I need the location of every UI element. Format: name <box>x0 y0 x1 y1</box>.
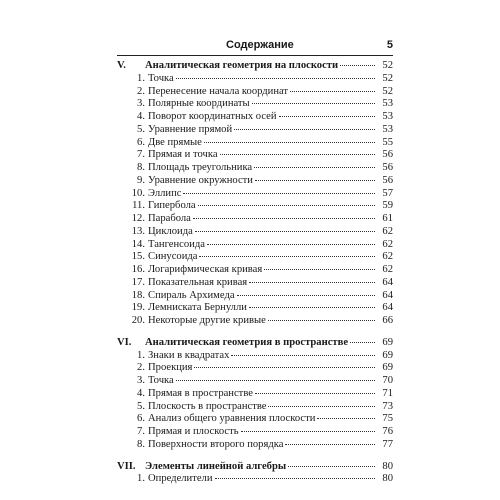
toc-entry-row[interactable] <box>117 86 393 99</box>
toc-entry-row[interactable] <box>117 401 393 414</box>
entry-number: 4. <box>137 111 145 122</box>
dot-leader <box>252 103 375 104</box>
entry-number: 15. <box>131 251 145 263</box>
section-title: Элементы линейной алгебры <box>145 460 287 472</box>
entry-title: Плоскость в пространстве <box>148 400 267 412</box>
section-page-number: 52 <box>382 60 393 71</box>
entry-title: Гипербола <box>148 200 196 212</box>
entry-page-number: 53 <box>382 98 393 110</box>
entry-title: Площадь треугольника <box>148 162 253 173</box>
entry-number: 17. <box>131 276 145 288</box>
dot-leader <box>215 478 375 479</box>
dot-leader <box>268 320 375 321</box>
entry-page-number: 80 <box>382 473 393 485</box>
toc-section-row[interactable] <box>117 337 393 350</box>
dot-leader <box>194 367 375 368</box>
entry-page-number: 61 <box>382 213 393 224</box>
entry-title: Анализ общего уравнения плоскости <box>148 413 316 425</box>
entry-title: Прямая и точка <box>148 149 218 161</box>
entry-page-number: 62 <box>382 238 393 250</box>
entry-page-number: 57 <box>382 187 393 199</box>
dot-leader <box>193 218 375 219</box>
section-number: V. <box>117 60 126 71</box>
toc-entry-row[interactable] <box>117 162 393 175</box>
entry-page-number: 70 <box>382 375 393 386</box>
entry-title: Прямая и плоскость <box>148 426 239 437</box>
entry-title: Поверхности второго порядка <box>148 438 284 450</box>
entry-title: Спираль Архимеда <box>148 289 235 301</box>
entry-number: 12. <box>131 213 145 224</box>
entry-number: 10. <box>131 187 145 199</box>
dot-leader <box>288 466 375 467</box>
toc-entry-row[interactable] <box>117 302 393 315</box>
entry-number: 16. <box>131 264 145 275</box>
entry-number: 4. <box>137 387 145 399</box>
dot-leader <box>285 444 375 445</box>
dot-leader <box>231 355 375 356</box>
entry-title: Парабола <box>148 213 191 224</box>
dot-leader <box>204 142 375 143</box>
section-number: VII. <box>117 460 136 472</box>
entry-title: Показательная кривая <box>148 276 248 288</box>
entry-number: 1. <box>137 349 145 361</box>
entry-number: 14. <box>131 238 145 250</box>
toc-entry-row[interactable] <box>117 277 393 290</box>
toc-section-row[interactable] <box>117 461 393 474</box>
toc-entry-row[interactable] <box>117 290 393 303</box>
entry-title: Полярные координаты <box>148 98 250 110</box>
dot-leader <box>237 295 375 296</box>
section-title: Аналитическая геометрия в пространстве <box>145 336 349 348</box>
dot-leader <box>195 231 375 232</box>
section-spacer <box>117 328 393 337</box>
entry-page-number: 64 <box>382 289 393 301</box>
entry-title: Определители <box>148 473 213 485</box>
section-number: VI. <box>117 336 132 348</box>
section-page-number: 80 <box>382 460 393 472</box>
entry-number: 5. <box>137 123 145 135</box>
entry-title: Циклоида <box>148 225 193 237</box>
toc-entry-row[interactable] <box>117 388 393 401</box>
entry-page-number: 56 <box>382 174 393 186</box>
entry-number: 3. <box>137 98 145 110</box>
entry-title: Знаки в квадратах <box>148 349 230 361</box>
section-spacer <box>117 452 393 461</box>
dot-leader <box>279 116 375 117</box>
entry-page-number: 52 <box>382 85 393 97</box>
entry-title: Поворот координатных осей <box>148 111 277 122</box>
toc-entry-row[interactable] <box>117 362 393 375</box>
toc-entry-row[interactable] <box>117 350 393 363</box>
dot-leader <box>176 78 375 79</box>
entry-number: 20. <box>131 315 145 326</box>
entry-page-number: 56 <box>382 162 393 173</box>
toc-entry-row[interactable] <box>117 239 393 252</box>
toc-entry-row[interactable] <box>117 375 393 388</box>
dot-leader <box>255 393 375 394</box>
entry-number: 7. <box>137 149 145 161</box>
dot-leader <box>176 380 375 381</box>
entry-title: Логарифмическая кривая <box>148 264 263 275</box>
toc-entry-row[interactable] <box>117 111 393 124</box>
entry-number: 2. <box>137 362 145 374</box>
entry-page-number: 76 <box>382 426 393 437</box>
entry-title: Некоторые другие кривые <box>148 315 266 326</box>
entry-page-number: 55 <box>382 136 393 148</box>
toc-entry-row[interactable] <box>117 426 393 439</box>
entry-page-number: 52 <box>382 72 393 84</box>
dot-leader <box>350 342 375 343</box>
entry-page-number: 75 <box>382 413 393 425</box>
entry-page-number: 66 <box>382 315 393 326</box>
toc-entry-row[interactable] <box>117 439 393 452</box>
entry-page-number: 62 <box>382 264 393 275</box>
dot-leader <box>183 193 375 194</box>
toc-entry-row[interactable] <box>117 315 393 328</box>
toc-entry-row[interactable] <box>117 413 393 426</box>
entry-title: Лемниската Бернулли <box>148 302 247 314</box>
entry-page-number: 64 <box>382 276 393 288</box>
page-header <box>117 38 393 56</box>
entry-page-number: 56 <box>382 149 393 161</box>
toc-entry-row[interactable] <box>117 473 393 486</box>
entry-page-number: 71 <box>382 387 393 399</box>
toc-entry-row[interactable] <box>117 213 393 226</box>
entry-number: 19. <box>131 302 145 314</box>
toc-entry-row[interactable] <box>117 124 393 137</box>
dot-leader <box>340 65 375 66</box>
table-of-contents <box>117 60 393 486</box>
toc-entry-row[interactable] <box>117 98 393 111</box>
entry-page-number: 77 <box>382 438 393 450</box>
entry-number: 6. <box>137 413 145 425</box>
toc-entry-row[interactable] <box>117 175 393 188</box>
dot-leader <box>317 418 375 419</box>
entry-page-number: 62 <box>382 251 393 263</box>
entry-title: Две прямые <box>148 136 202 148</box>
dot-leader <box>207 244 375 245</box>
entry-page-number: 69 <box>382 349 393 361</box>
dot-leader <box>198 205 375 206</box>
section-title: Аналитическая геометрия на плоскости <box>145 60 339 71</box>
dot-leader <box>249 307 375 308</box>
header-title: Содержание <box>226 39 294 51</box>
entry-number: 7. <box>137 426 145 437</box>
entry-number: 1. <box>137 72 145 84</box>
dot-leader <box>268 406 375 407</box>
section-page-number: 69 <box>382 336 393 348</box>
dot-leader <box>264 269 375 270</box>
entry-title: Уравнение прямой <box>148 123 233 135</box>
toc-entry-row[interactable] <box>117 200 393 213</box>
toc-entry-row[interactable] <box>117 73 393 86</box>
entry-title: Синусоида <box>148 251 198 263</box>
entry-number: 9. <box>137 174 145 186</box>
entry-title: Проекция <box>148 362 193 374</box>
toc-entry-row[interactable] <box>117 149 393 162</box>
dot-leader <box>249 282 375 283</box>
entry-number: 6. <box>137 136 145 148</box>
entry-title: Уравнение окружности <box>148 174 253 186</box>
dot-leader <box>241 431 375 432</box>
entry-title: Эллипс <box>148 187 182 199</box>
entry-page-number: 64 <box>382 302 393 314</box>
entry-number: 18. <box>131 289 145 301</box>
header-page-number: 5 <box>386 39 393 51</box>
toc-entry-row[interactable] <box>117 264 393 277</box>
toc-entry-row[interactable] <box>117 251 393 264</box>
entry-number: 11. <box>132 200 145 212</box>
entry-number: 8. <box>137 438 145 450</box>
dot-leader <box>255 180 375 181</box>
entry-number: 13. <box>131 225 145 237</box>
entry-number: 3. <box>137 375 145 386</box>
dot-leader <box>290 91 375 92</box>
entry-number: 2. <box>137 85 145 97</box>
entry-title: Точка <box>148 72 174 84</box>
entry-page-number: 69 <box>382 362 393 374</box>
dot-leader <box>234 129 375 130</box>
toc-entry-row[interactable] <box>117 188 393 201</box>
dot-leader <box>254 167 375 168</box>
entry-number: 8. <box>137 162 145 173</box>
entry-title: Перенесение начала координат <box>148 85 289 97</box>
entry-number: 1. <box>137 473 145 485</box>
entry-title: Точка <box>148 375 174 386</box>
toc-section-row[interactable] <box>117 60 393 73</box>
toc-entry-row[interactable] <box>117 137 393 150</box>
entry-page-number: 53 <box>382 123 393 135</box>
toc-entry-row[interactable] <box>117 226 393 239</box>
entry-page-number: 53 <box>382 111 393 122</box>
entry-page-number: 73 <box>382 400 393 412</box>
dot-leader <box>220 154 375 155</box>
entry-title: Прямая в пространстве <box>148 387 253 399</box>
dot-leader <box>199 256 375 257</box>
entry-page-number: 62 <box>382 225 393 237</box>
entry-title: Тангенсоида <box>148 238 205 250</box>
entry-number: 5. <box>137 400 145 412</box>
entry-page-number: 59 <box>382 200 393 212</box>
